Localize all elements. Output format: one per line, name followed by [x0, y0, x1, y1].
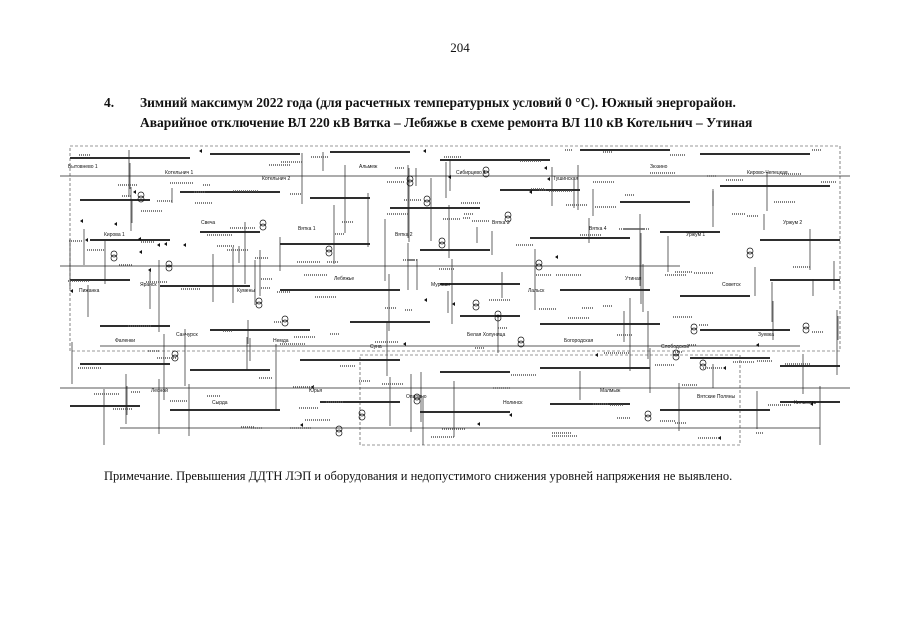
substation-label: Слободской: [661, 344, 690, 350]
substation-label: Советск: [722, 282, 741, 288]
substation-label: Нолинск: [503, 400, 523, 406]
flow-arrow: [139, 250, 142, 254]
substation-label: Сырда: [212, 400, 228, 406]
transformer-symbol: [536, 264, 542, 270]
substation-label: Лальск: [528, 288, 545, 294]
transformer-symbol: [256, 302, 262, 308]
flow-arrow: [452, 302, 455, 306]
substation-label: Вятка 4: [589, 226, 607, 232]
flow-arrow: [448, 175, 451, 179]
substation-label: Тушинская: [553, 176, 579, 182]
substation-label: Лебяжье: [334, 276, 355, 282]
substation-label: Уржум 1: [686, 232, 706, 238]
substation-label: Кумены: [237, 288, 255, 294]
substation-label: Котельнич 1: [165, 170, 194, 176]
flow-arrow: [403, 342, 406, 346]
transformer-symbol: [803, 327, 809, 333]
flow-arrow: [424, 298, 427, 302]
flow-arrow: [595, 353, 598, 357]
flow-arrow: [555, 255, 558, 259]
substation-label: Свеча: [201, 220, 216, 226]
transformer-symbol: [424, 200, 430, 206]
substation-label: Сибирцево 1: [456, 170, 486, 176]
grid-schematic: [60, 140, 850, 450]
transformer-symbol: [111, 255, 117, 261]
flow-arrow: [164, 242, 167, 246]
transformer-symbol: [700, 364, 706, 370]
substation-label: Котельнич 2: [262, 176, 291, 182]
transformer-symbol: [691, 328, 697, 334]
substation-label: Опарино: [406, 394, 427, 400]
transformer-symbol: [336, 430, 342, 436]
substation-label: Вятка 2: [395, 232, 413, 238]
flow-arrow: [547, 177, 550, 181]
substation-label: Юрья: [309, 388, 323, 394]
note-text: Примечание. Превышения ДДТН ЛЭП и оборудования и недопустимого снижения уровней напряжения не выявлено.: [104, 469, 733, 483]
substation-label: Кирова 1: [104, 232, 125, 238]
substation-label: Утиная: [625, 276, 642, 282]
substation-label: Санчурск: [176, 332, 198, 338]
substation-label: Белая Холуница: [467, 332, 506, 338]
substation-label: Пижанка: [79, 288, 100, 294]
flow-arrow: [723, 366, 726, 370]
substation-label: Вятские Поляны: [697, 394, 736, 400]
area-boundary: [70, 146, 840, 351]
substation-label: Зуевка: [758, 332, 774, 338]
flow-arrow: [133, 190, 136, 194]
transformer-symbol: [439, 242, 445, 248]
transformer-symbol: [645, 415, 651, 421]
transformer-symbol: [326, 250, 332, 256]
flow-arrow: [157, 243, 160, 247]
page-number: 204: [450, 40, 470, 55]
flow-arrow: [544, 166, 547, 170]
substation-label: Немда: [273, 338, 289, 344]
flow-arrow: [509, 413, 512, 417]
substation-label: Фаленки: [115, 338, 136, 344]
substation-label: Мураши: [431, 282, 451, 288]
power-grid-diagram: [60, 140, 850, 450]
section-number: 4.: [104, 95, 115, 110]
substation-label: Уржум 2: [783, 220, 803, 226]
flow-arrow: [300, 423, 303, 427]
transformer-symbol: [747, 252, 753, 258]
flow-arrow: [183, 243, 186, 247]
transformer-symbol: [473, 304, 479, 310]
flow-arrow: [114, 222, 117, 226]
substation-label: Богородская: [564, 338, 594, 344]
flow-arrow: [70, 289, 73, 293]
substation-label: Вятка 1: [298, 226, 316, 232]
substation-label: Суна: [370, 344, 382, 350]
transformer-symbol: [260, 224, 266, 230]
section-title-line-1: Зимний максимум 2022 года (для расчетных температурных условий 0 °С). Южный энергорайон.: [140, 95, 736, 110]
section-heading: [104, 93, 844, 133]
substation-label: Кирово-Чепецкая: [747, 170, 788, 176]
transformer-symbol: [282, 320, 288, 326]
substation-label: Малмыж: [600, 388, 621, 394]
substation-label: Лесной: [151, 388, 168, 394]
substation-label: Зюзино: [650, 164, 668, 170]
flow-arrow: [80, 219, 83, 223]
substation-label: Яранск: [140, 282, 157, 288]
substation-label: Альмеж: [359, 164, 378, 170]
flow-arrow: [85, 238, 88, 242]
flow-arrow: [199, 149, 202, 153]
substation-label: Бытовнево 1: [68, 164, 98, 170]
substation-label: Вятка 3: [492, 220, 510, 226]
flow-arrow: [477, 422, 480, 426]
section-title-line-2: Аварийное отключение ВЛ 220 кВ Вятка – Лебяжье в схеме ремонта ВЛ 110 кВ Котельнич – Утиная: [140, 115, 753, 130]
transformer-symbol: [138, 196, 144, 202]
flow-arrow: [423, 149, 426, 153]
flow-arrow: [148, 268, 151, 272]
flow-arrow: [756, 343, 759, 347]
substation-label: Кильмезь: [794, 400, 817, 406]
